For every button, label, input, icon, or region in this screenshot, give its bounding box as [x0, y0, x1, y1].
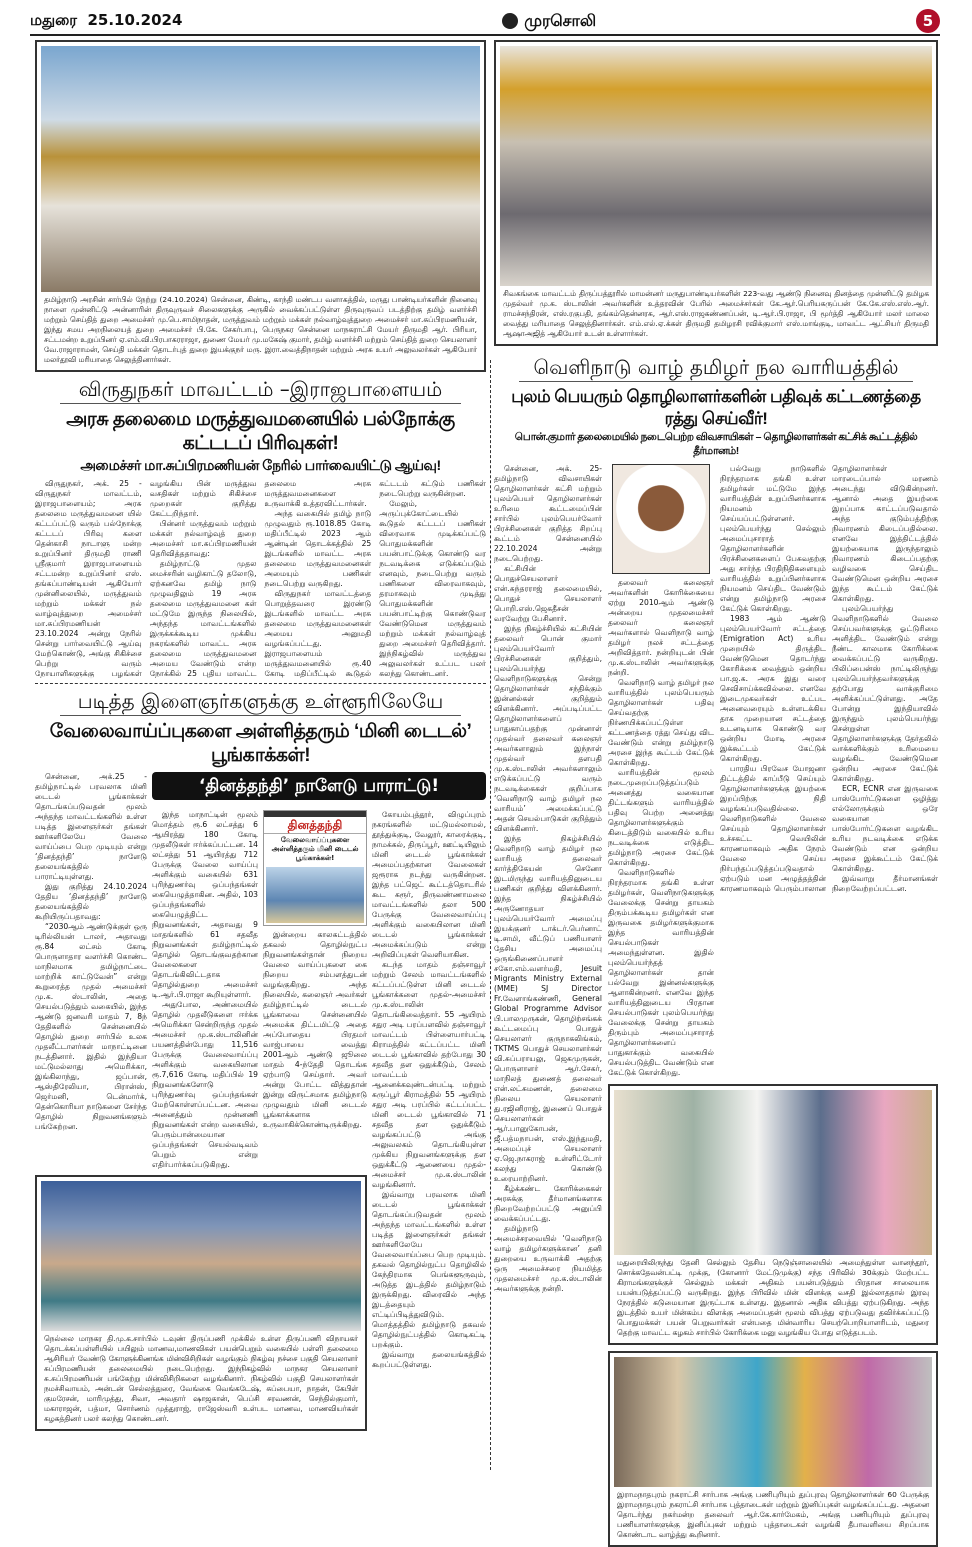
paragraph: வாரியத்தின் மூலம் நடைமுறைப்படுத்தப்படும் அனைத்து வகையான திட்டங்களும் வாரியத்தில் பதிவு பெற்ற அனைத்து தொழிலாளர்களுக்கும் கிடைத்திடும் வகையில் உரிய நடவடிக்கை எடுத்திட தமிழ்நாடு அரசை கேட்டுக் கொள்கிறது. — [608, 768, 714, 867]
right-half — [494, 40, 938, 1547]
photo-caption: தமிழ்நாடு அரசின் சார்பில் நேற்று (24.10.2024) சென்னை, கிண்டி, காந்தி மண்டப வளாகத்தில், மருது பாண்டியர்களின் நினைவு நாளை முன்னிட்டு அன்னாரின் திருவுருவச் சிலைகளுக்கு அருகில் வைக்கப்பட்டுள்ள திருவுருவப் படத்திற்கு தமிழ் வளர்ச்சி மற்றும் செய்தித் துறை அமைச்சர் மு.பெ.சாமிநாதன், மருத்துவம் மற்றும் மக்கள் நல்வாழ்வுத்துறை அமைச்சர் மா.சுப்பிரமணியன், இந்து சமய அறநிலையத் துறை அமைச்சர் பி.கே. சேகர்பாபு, பெருநகர சென்னை மாநகராட்சி மேயர் திருமதி ஆர். பிரியா, சட்டமன்ற உறுப்பினர் ஏ.எம்.வி.பிரபாகரராஜா, துணை மேயர் மு.மகேஷ் குமார், தமிழ் வளர்ச்சி மற்றும் செய்தித் துறை செயலாளர் வே.ராஜாராமன், செய்தி மக்கள் தொடர்புத் துறை இயக்குநர் மரு. இரா.வைத்திநாதன் மற்றும் அரசு உயர் அலுவலர்கள் ஆகியோர் மலர்தூவி மரியாதை செலுத்தினார்கள். — [44, 295, 477, 364]
paragraph: இவ்வாறு தீர்மானங்கள் நிறைவேற்றப்பட்டன. — [832, 874, 938, 893]
paragraph: ECR, ECNR என இருவகை பாஸ்போர்ட்டுகளை ஒழித்து எல்லோருக்கும் ஒரே வகையான பாஸ்போர்ட்டுகளை வழங்கிட உரிய நடவடிக்கை எடுக்க வேண்டும் என ஒன்றிய அரசை இக்கூட்டம் கேட்டுக் கொள்கிறது. — [832, 784, 938, 873]
paragraph: பல்வேறு நாடுகளில் நிரந்தரமாக தங்கி உள்ள தமிழர்கள் மட்டுமே இந்த வாரியத்தின் உறுப்பினர்களாக நியமனம் செய்யப்பட்டுள்ளனர். புலம்பெயர்ந்து செல்லும் அமைப்புசாராத் தொழிலாளர்களின் பிரச்சினைகளைப் பேசுவதற்கு அது சார்ந்த பிரதிநிதிகளையும் வாரியத்தில் உறுப்பினர்களாக நியமனம் செய்திட வேண்டும் என்று தமிழ்நாடு அரசை கேட்டுக் கொள்கிறது. — [720, 464, 826, 613]
paragraph: சென்னை, அக்.25 - தமிழ்நாட்டில் பரவலாக மினி டைடல் பூங்காக்கள் தொடங்கப்படுவதன் மூலம் அந்தந்த மாவட்டங்களில் உள்ள படித்த இளைஞர்கள் தங்கள் ஊர்களிலேயே வேலை வாய்ப்பை பெற முடியும் என்று ‘தினத்தந்தி’ நாளேடு தலையங்கத்தில் பாராட்டியுள்ளது. — [35, 772, 147, 881]
photo-marudhu-tribute-sivaganga — [500, 46, 932, 286]
paragraph: “2030ஆம் ஆண்டுக்குள் ஒரு டிரில்லியன் டாலர், அதாவது ரூ.84 லட்சம் கோடி பொருளாதார வளர்ச்சி கொண்ட மாநிலமாக தமிழ்நாட்டை மாற்றிக் காட்டுவேன்” என்று கூறுரைத்த முதல் அமைச்சர் மு.க. ஸ்டாலின், அதை செயல்படுத்தும் வகையில், இந்த ஆண்டு ஜனவரி மாதம் 7, 8ந் தேதிகளில் சென்னையில் தொழில் துறை சார்பில் உலக முதலீட்டாளர்கள் மாநாட்டினை நடத்தினார். இதில் இந்தியா மட்டுமல்லாது அமெரிக்கா, இங்கிலாந்து, ஜப்பான், ஆஸ்திரேலியா, பிரான்ஸ், ஜெர்மனி, டென்மார்க், தென்கொரியா நாடுகளை சேர்ந்த தொழில் நிறுவனங்களும் பங்கேற்றன. — [35, 922, 147, 1131]
article3-subhead: பொன்.குமார் தலைமையில் நடைபெற்ற விவசாயிகள் – தொழிலாளர்கள் கட்சிக் கூட்டத்தில் தீர்மானம்! — [514, 431, 918, 457]
paragraph: கீழ்க்கண்ட கோரிக்கைகள் அரசுக்கு தீர்மானங்களாக நிறைவேற்றப்பட்டு அனுப்பி வைக்கப்பட்டது. — [494, 1184, 602, 1223]
photo-box-marudhu-sivaganga — [494, 40, 938, 346]
paragraph: தமிழ்நாடு அமைச்சரவையில் ‘வெளிநாடு வாழ் தமிழர்களுக்கான’ தனி துறையை உருவாக்கி அதற்கு ஒரு அமைச்சரை நியமித்த முதலமைச்சர் மு.க.ஸ்டாலின் அவர்களுக்கு நன்றி. — [494, 1224, 602, 1293]
page-header — [30, 8, 940, 36]
paragraph: இந்த நிகழ்ச்சியில் வெளிநாடு வாழ் தமிழர் நல வாரியத் தலைவர் கார்த்திகேயன் செனோ இடமிருந்து வாரியத்தினுடைய பணிகள் குறித்து விளக்கினார். இந்த நிகழ்ச்சியில் அருணோதயா புலம்பெயர்வோர் அமைப்பு இயக்குனர் டாக்டர்.பெர்னாட் டி.சாமி, வீட்டுப் பணியாளர் தேசிய அமைப்பு ஒருங்கிணைப்பாளர் சகோ.எம்.வளர்மதி, Jesuit Migrants Ministry External (MME) SJ Director Fr.வேளாங்கண்ணி, General Global Programme Advisor பி.பாலமுருகன், தொழிற்சங்கக் கூட்டமைப்பு பொதுச் செயலாளர் குருநாகலிங்கம், TKTMS பொதுச் செயலாளர்கள் வி.சுப்பராயலு, ஜெகமுருகன், பொருளாளர் ஆர்.சேகர், மாநிலத் துணைத் தலைவர் என்.லட்சுமணன், தலைமை நிலைய செயலாளர் து.ரஜினிராஜ், இணைப் பொதுச் செயலாளர்கள் ஆர்.பானுகோபன், ஜீ.பத்மநாபன், எஸ்.இந்துமதி, அமைப்புச் செயலாளர் ஏ.ஜெ.நாகராஜ் உள்ளிட்டோர் கலந்து கொண்டு உரையாற்றினர். — [494, 834, 602, 1183]
paragraph: அதுபோல, அண்மையில் தொழில் முதலீடுகளை ஈர்க்க அமெரிக்கா சென்றிருந்த முதல் அமைச்சர் மு.க.ஸ்டாலினின் பயணத்தின்போது 11,516 பேருக்கு வேலைவாய்ப்பு அளிக்கும் வகையிலான ரூ.7,616 கோடி மதிப்பில் 19 நிறுவனங்களோடு புரிந்துணர்வு ஒப்பந்தங்கள் மேற்கொள்ளப்பட்டன. அவை அனைத்தும் முன்னணி நிறுவனங்கள் என்ற வகையில், பெரும்பான்மையான ஒப்பந்தங்கள் செயல்வடிவம் பெறும் என்று எதிர்பார்க்கப்படுகிறது. — [152, 1000, 258, 1169]
paragraph: வெளிநாடு வாழ் தமிழர் நல வாரியத்தில் புலம்பெயரும் தொழிலாளர்கள் பதிவு செய்வதற்கு நிர்ணயிக்கப்பட்டுள்ள கட்டணத்தை ரத்து செய்து விட வேண்டும் என்று தமிழ்நாடு அரசை இந்த கூட்டம் கேட்டுக் கொள்கிறது. — [608, 678, 714, 767]
photo-nellai-school-event — [41, 1181, 361, 1331]
article3-headline: புலம் பெயரும் தொழிலாளர்களின் பதிவுக் கட்டணத்தை ரத்து செய்வீர்! — [511, 387, 921, 428]
photo-caption: மதுரையிலிருந்து தேனி செல்லும் தேசிய நெடுஞ்சாலையில் அமைந்துள்ள வானந்தூர், சொக்கதேவன்பட்டி முக்கு, (கோனார் மேட்டுமுக்கு) சந்த பிரிவில் 30க்கும் மேற்பட்ட கிராமங்களுக்குச் செல்லும் மக்கள் அதிகம் பயன்படுத்தும் பிரதான சாலையாக பயன்படுத்தப்பட்டு வருகிறது. இந்த பிரிவில் மின் விளக்கு வசதி இல்லாததால் இரவு நேரத்தில் கடுமையான இருட்டாக உள்ளது. இதனால் அதிக விபத்து ஏற்படுகிறது. அந்த இடத்தில் உயர் மின்கம்ப விளக்கு அமைப்பதன் மூலம் விபத்து ஏற்படுவது தவிர்க்கப்பட்டு பொதுமக்கள் பயன் பெறுவார்கள் என்பதை மின்வாரிய செயற்பொறியாளரிடம், மதுரை தெற்கு மாவட்ட கழகம் சார்பில் கோரிக்கை மனு வழங்கிய போது எடுத்தபடம். — [617, 1258, 929, 1337]
clipping-masthead: தினத்தந்தி — [287, 818, 343, 832]
article1-body — [35, 479, 486, 679]
article1-headline: அரசு தலைமை மருத்துவமனையில் பல்நோக்கு கட்டடப் பிரிவுகள்! — [66, 409, 455, 454]
paragraph: இந்த நிகழ்ச்சியில் கட்சியின் தலைவர் பொன் குமார் புலம்பெயர்வோர் பிரச்சினைகள் குறித்தும், புலம்பெயர்ந்து வெளிநாடுகளுக்கு சென்று தொழிலாளர்கள் சந்திக்கும் இன்னல்கள் குறித்தும் விளக்கினார். அப்படிப்பட்ட தொழிலாளர்களைப் பாதுகாப்பதற்கு முன்னாள் முதல்வர் தலைவர் கலைஞர் அவர்களாலும் இந்நாள் முதல்வர் தளபதி மு.க.ஸ்டாலின் அவர்களாலும் எடுக்கப்பட்டு வரும் நடவடிக்கைகள் குறிப்பாக ‘வெளிநாடு வாழ் தமிழர் நல வாரியம்’ அமைக்கப்பட்டு அதன் செயல்பாடுகள் குறித்தும் விளக்கினார். — [494, 624, 602, 833]
paragraph: கடந்த மாதம் தஞ்சாவூர் மற்றும் சேலம் மாவட்டங்களில் கட்டப்பட்டுள்ள மினி டைடல் பூங்காக்களை முதல்-அமைச்சர் மு.க.ஸ்டாலின் தொடங்கிவைத்தார். 55 ஆயிரம் சதுர அடி பரப்பளவில் தஞ்சாவூர் மாவட்டம் பிள்ளையார்பட்டி கிராமத்தில் கட்டப்பட்ட மினி டைடல் பூங்காவில் தற்போது 30 சதவீத தள ஒதுக்கீடும், சேலம் மாவட்டம் ஆனைக்கவுண்டன்பட்டி மற்றும் கருப்பூர் கிராமத்தில் 55 ஆயிரம் சதுர அடி பரப்பில் கட்டப்பட்ட மினி டைடல் பூங்காவில் 71 சதவீத தள ஒதுக்கீடும் வழங்கப்பட்டு அங்கு அலுவலகம் தொடங்கியுள்ள முக்கிய நிறுவனங்களுக்கு தள ஒதுக்கீட்டு ஆணையை முதல்-அமைச்சர் மு.க.ஸ்டாலின் வழங்கினார். — [372, 960, 486, 1189]
photo-box-nellai-school — [35, 1175, 367, 1431]
paragraph: பின்னர் மருத்துவம் மற்றும் மக்கள் நல்வாழ்வுத் துறை அமைச்சர் மா.சுப்பிரமணியன் தெரிவித்ததாவது: — [149, 519, 257, 558]
article2-body-col2 — [152, 810, 258, 1170]
photo-marudhu-tribute-chennai — [41, 46, 480, 292]
photo-pon-kumar-portrait — [612, 464, 710, 574]
page-number: 5 — [916, 9, 940, 33]
section-divider — [35, 683, 486, 684]
photo-caption: நெல்லை மாநகர தி.மு.க.சார்பில் டவுண் திருப்பணி முக்கில் உள்ள திருப்பணி விநாயகர் தொடக்கப்பள்ளியில் பயிலும் மாணவ,மாணவிகள் பயன்பெறும் வகையில் பள்ளி தலைமை ஆசிரியர் வேண்டு கோளுக்கிணங்க மின்விசிறிகள் வழங்கும் நிகழ்வு நச்சை பகுதி செயலாளர் சுப்பிரமணியன் தலைமையில் நடைபெற்றது. இந்நிகழ்வில் மாநகர செயலாளர் சு.சுப்பிரமணியன் பங்கேற்று மின்விசிறிகளை வழங்கினார். நிகழ்வில் பகுதி செயலாளர்கள் நமச்சிவாயம், அன்டன் செல்லத்துரை, வேங்கை வெங்கடேஷ், சுப்பையா, நாதன், கேபிள் குமரேசன், மாரிமுத்து, சிவா, அவதார் ஷாஜகான், பெப்சி சரவணன், செந்தில்குமார், மகாராஜன், பத்மா, சொர்ணம் முத்துராஜ், ராஜேஸ்வரி உள்பட மாணவ, மாணவியர்கள் கழகத்தினர் பலர் கலந்து கொண்டனர். — [44, 1334, 358, 1423]
edition-dateline — [30, 11, 182, 31]
paragraph: தலைவர் கலைஞர் அவர்களின் கோரிக்கையை ஏற்று 2010ஆம் ஆண்டு அன்றைய முதலமைச்சர் தலைவர் கலைஞர் அவர்களால் வெளிநாடு வாழ் தமிழர் நலச் சட்டத்தை அறிவித்தார். நன்றியுடன் பின் மு.க.ஸ்டாலின் அவர்களுக்கு நன்றி. — [608, 578, 714, 677]
paragraph: 1983 ஆம் ஆண்டு புலம்பெயர்வோர் சட்டத்தை (Emigration Act) உரிய முறையில் திருத்திட வேண்டுமென தொடர்ந்து கோரிக்கை வைத்தும் ஒன்றிய பா.ஜ.க. அரசு இது வரை செவிசாய்க்கவில்லை. எனவே இடைமுகவர்கள் உட்பட அனைவரையும் உள்ளடக்கிய தாக முறையான சட்டத்தை உடனடியாக கொண்டு வர ஒன்றிய மோடி அரசை இக்கூட்டம் கேட்டுக் கொள்கிறது. — [720, 614, 826, 763]
left-half — [35, 40, 486, 1431]
article3-body-col1 — [494, 464, 602, 1547]
article1-kicker: விருதுநகர் மாவட்டம் –இராஜபாளையம் — [60, 376, 461, 404]
article2-headline: வேலைவாய்ப்புகளை அள்ளித்தரும் ‘மினி டைடல்’ பூங்காக்கள்! — [49, 721, 472, 766]
article1-subhead: அமைச்சர் மா.சுப்பிரமணியன் நேரில் பார்வையிட்டு ஆய்வு! — [80, 457, 441, 473]
article2-col3 — [263, 810, 367, 1170]
article2-banner: ‘தினத்தந்தி’ நாளேடு பாராட்டு! — [152, 772, 486, 800]
paragraph: விருதுநகர், அக். 25 - விருதுநகர் மாவட்டம், இராஜபாளையம்; அரசு தலைமை மருத்துவமனை யில் கட்டப்பட்டு வரும் பல்நோக்கு கட்டடப் பிரிவு களை தென்காசி நாடாளு மன்ற உறுப்பினர் திருமதி ராணி ஸ்ரீகுமார் இராஜபாளையம் சட்டமன்ற உறுப்பினர் எஸ். தங்கப்பாண்டியன் ஆகியோர் முன்னிலையில், மருத்துவம் மற்றும் மக்கள் நல் வாழ்வுத்துறை அமைச்சர் மா.சுப்பிரமணியன் 23.10.2024 அன்று நேரில் சென்று பார்வையிட்டு ஆய்வு மேற்கொண்டு, அங்கு சிகிச்சை பெற்று வரும் நோயாளிகளுக்கு பழங்கள் வழங்கிய பின் மருத்துவ வசதிகள் மற்றும் சிகிச்சை முறைகள் குறித்து கேட்டறிந்தார். — [35, 479, 257, 678]
edition-city: மதுரை — [30, 11, 78, 29]
paragraph: வெளிநாடுகளில் நிரந்தரமாக தங்கி உள்ள தமிழர்கள், வெளிநாடுகளுக்கு வேலைக்கு சென்று தாயகம் திரும்பக்கூடிய தமிழர்கள் என இருவகை தமிழர்களுக்குமாக இந்த வாரியத்தின் செயல்பாடுகள் அமைந்துள்ளன. இதில் புலம்பெயர்ந்தத் தொழிலாளர்கள் தான் பல்வேறு இன்னல்களுக்கு ஆளாகின்றனர். எனவே இந்த வாரியத்தினுடைய பிரதான செயல்பாடுகள் புலம்பெயர்ந்து வேலைக்கு சென்று தாயகம் திரும்பும் அமைப்புசாராத் தொழிலாளர்களைப் பாதுகாக்கும் வகையில் செயல்படுத்திட வேண்டும் என கேட்டுக் கொள்கிறது. — [608, 868, 714, 1077]
masthead-logo — [502, 11, 596, 32]
article3-body-col2 — [608, 578, 714, 1078]
article2-columns — [35, 772, 486, 1431]
paragraph: விருதுநகர் மாவட்டத்தை பொறுத்தவரை இரண்டு இடங்களில் மாவட்ட அரசு தலைமை மருத்துவமனைகள் அமைய அனுமதி வழங்கப்பட்டது. இராஜபாளையம் மருத்துவமனையில் ரூ.40 கோடி மதிப்பீட்டில் கூடுதல் கட்டடம் கட்டும் பணிகள் நடைபெற்று வருகின்றன. — [264, 479, 486, 678]
article2-body-col4 — [372, 810, 486, 1431]
paragraph: பாரதிய பிரவேச யோஜனா திட்டத்தில் காப்பீடு செய்யும் தொழிலாளர்களுக்கு இயற்கை இறப்பிற்கு நிதி வழங்கப்படுவதில்லை. வெளிநாடுகளில் வேலை செய்யும் தொழிலாளர்கள் உச்சகட்ட வெயிலின் காரணமாகவும் அதிக நேரம் வேலை செய்ய நிர்பந்தப்படுத்தப்படுவதால் ஏற்படும் மன அழுத்தத்தின் காரணமாகவும் பெரும்பாலான தொழிலாளர்கள் மாரடைப்பால் மரணம் அடைந்து விடுகின்றனர். ஆனால் அதை இயற்கை இறப்பாக காட்டப்படுவதால் அந்த குடும்பத்திற்கு நிவாரணம் கிடைப்பதில்லை. எனவே இத்திட்டத்தில் இயற்கையாக இருந்தாலும் நிவாரணம் கிடைப்பதற்கு வழிவகை செய்திட வேண்டுமென ஒன்றிய அரசை இந்த கூட்டம் கேட்டுக் கொள்கிறது. — [720, 464, 938, 893]
paragraph: கட்சியின் பொதுச்செயலாளர் என்.சுந்தரராஜ் தலைமையில், பொதுச் செயலாளர் பொறி.எஸ்.ஜெகதீசன் வரவேற்று பேசினார். — [494, 564, 602, 623]
paragraph: சென்னை, அக். 25- தமிழ்நாடு விவசாயிகள் தொழிலாளர்கள் கட்சி மற்றும் புலம்பெயர் தொழிலாளர்கள் உரிமை கூட்டமைப்பின் சார்பில் புலம்பெயர்வோர் பிரச்சினைகள் குறித்த சிறப்பு கூட்டம் சென்னையில் 22.10.2024 அன்று நடைபெற்றது. — [494, 464, 602, 563]
article3-kicker: வெளிநாடு வாழ் தமிழர் நல வாரியத்தில் — [519, 354, 913, 382]
paragraph: அந்த வகையில் தமிழ் நாடு முழுவதும் ரூ.1018.85 கோடி மதிப்பீட்டில் 2023 ஆம் ஆண்டின் தொடக்கத்தில் 25 இடங்களில் மாவட்ட அரசு தலைமை மருத்துவமனைகள் அமையும் பணிகள் நடைபெற்று வருகிறது. — [264, 509, 372, 588]
article2-body-col1 — [35, 772, 147, 1170]
photo-box-madurai-petition — [608, 1084, 938, 1345]
article2-body-col3 — [263, 930, 367, 1130]
paragraph: புலம்பெயர்ந்து வெளிநாடுகளில் வேலை செய்பவர்களுக்கு ஓட்டுரிமை அளித்திட வேண்டும் என்று நீண்ட காலமாக கோரிக்கை வைக்கப்பட்டு வருகிறது. பிலிப்பைன்ஸ் நாட்டிலிருந்து புலம்பெயர்ந்தவர்களுக்கு தற்போது வாக்குரிமை அளிக்கப்பட்டுள்ளது. அதே போன்று இந்தியாவில் இருந்தும் புலம்பெயர்ந்து சென்றுள்ள தொழிலாளர்களுக்கு தேர்தலில் வாக்களிக்கும் உரிமையை வழங்கிட வேண்டுமென ஒன்றிய அரசை கேட்டுக் கொள்கிறது. — [832, 604, 938, 783]
photo-box-marudhu-chennai — [35, 40, 486, 372]
clipping-headline: வேலைவாய்ப்புகளை அள்ளித்தரும் மினி டைடல் பூங்காக்கள்! — [264, 833, 366, 865]
edition-date: 25.10.2024 — [87, 11, 183, 29]
column-divider — [490, 360, 491, 1470]
dinathanthi-clipping — [263, 810, 367, 926]
article3-body-col3-4 — [720, 464, 938, 1078]
clipping-photo — [266, 867, 364, 923]
paragraph: தமிழ்நாட்டு முதல மைச்சரின் வழிகாட்டு தலோடு, ஏற்கனவே தமிழ் நாடு முழுவதிலும் 19 அரசு தலைமை மருத்துவமனை கள் மட்டுமே இருந்த நிலையில், அந்தந்த மாவட்டங்களில் இருக்கக்கூடிய முக்கிய நகரங்களில் மாவட்ட அரசு தலைமை மருத்துவமனை அமைய வேண்டும் என்ற நோக்கில் 25 புதிய மாவட்ட தலைமை அரசு மருத்துவமனைகளை உருவாக்கி உத்தரவிட்டார்கள். — [149, 479, 372, 678]
photo-box-ramanathapuram — [608, 1351, 938, 1547]
photo-caption: இராமநாதபுரம் நகராட்சி சார்பாக அங்கு பணிபுரியும் துப்புரவு தொழிலாளர்கள் 60 பேருக்கு இராமநாதபுரம் நகராட்சி சார்பாக புத்தாடைகள் மற்றும் இனிப்புகள் வழங்கப்பட்டது. அதனை தொடர்ந்து நகர்மன்ற தலைவர் ஆர்.கே.கார்மேகம், அங்கு பணிபுரியும் துப்புரவு பணியாளர்களுக்கு இனிப்புகள் மற்றும் புத்தாடைகள் வழங்கி தீபாவளியை சிறப்பாக கொண்டாட வாழ்த்து கூறினார். — [617, 1490, 929, 1539]
paper-name: முரசொலி — [524, 10, 597, 30]
paragraph: இந்த மாநாட்டின் மூலம் மொத்தம் ரூ.6 லட்சத்து 6 ஆயிரத்து 180 கோடி முதலீடுகள் ஈர்க்கப்பட்டன. 14 லட்சத்து 51 ஆயிரத்து 712 பேருக்கு வேலை வாய்ப்பு அளிக்கும் வகையில் 631 புரிந்துணர்வு ஒப்பந்தங்கள் கையெழுத்தாகின. அதில், 103 ஒப்பந்தங்களில் கையெழுத்திட்ட நிறுவனங்கள், அதாவது 9 மாதங்களில் 61 சதவீத நிறுவனங்கள் தமிழ்நாட்டில் தொழில் தொடங்குவதற்கான வேலைகளை தொடங்கிவிட்டதாக தொழில்துறை அமைச்சர் டி.ஆர்.பி.ராஜா கூறியுள்ளார். — [152, 810, 258, 999]
photo-caption: சிவகங்கை மாவட்டம் திருப்பத்தூரில் மாமன்னர் மருதுபாண்டியர்களின் 223-வது ஆண்டு நினைவு தினத்தை முன்னிட்டு தமிழக முதல்வர் மு.க. ஸ்டாலின் அவர்களின் உத்தரவின் பேரில் அமைச்சர்கள் கே.ஆர்.பெரியகருப்பன் கே.கே.எஸ்.எஸ்.ஆர். ராமச்சந்திரன், எஸ்.ரகுபதி, தங்கம்தென்னரசு, ஆர்.எஸ்.ராஜகண்ணப்பன், டி.ஆர்.பி.ராஜா, பி மூர்த்தி ஆகியோர் மலர் மாலை வைத்து மரியாதை செலுத்தினார்கள். எம்.எல்.ஏ.க்கள் திருமதி தமிழரசி ரவிக்குமார் எஸ்.மாங்குடி, மாவட்ட ஆட்சியர் திருமதி ஆஷாஅஜித் ஆகியோர் உடன் உள்ளார்கள். — [503, 289, 929, 338]
paragraph: இன்றைய காலகட்டத்தில் தகவல் தொழில்நுட்ப நிறுவனங்கள்தான் நிறைய வேலை வாய்ப்புகளை கை நிறைய சம்பளத்துடன் வழங்குகிறது. அந்த நிலையில், கலைஞர் அவர்கள் தமிழ்நாட்டில் டைடல் பூங்காவை சென்னையில் அமைக்க திட்டமிட்டு அதை அப்போதைய பிரதமர் வாஜ்பாயை வைத்து 2001ஆம் ஆண்டு ஜூலை மாதம் 4-ந்தேதி தொடங்க ஏற்பாடு செய்தார். அவர் அன்று போட்ட வித்துதான் இன்று விருட்சமாக தமிழ்நாடு முழுவதும் மினி டைடல் பூங்காக்களாக உருவாகிக்கொண்டிருக்கிறது. — [263, 930, 367, 1129]
paragraph: இவ்வாறு பரவலாக மினி டைடல் பூங்காக்கள் தொடங்கப்படுவதன் மூலம் அந்தந்த மாவட்டங்களில் உள்ள படித்த இளைஞர்கள் தங்கள் ஊர்களிலேயே வேலைவாய்ப்பை பெற முடியும். தகவல் தொழில்நுட்ப தொழிலில் கேந்திரமாக பெங்களூருவும், அடுத்த இடத்தில் தமிழ்நாடும் இருக்கிறது. விரைவில் அந்த இடத்தையும் எட்டிப்பிடித்துவிடும். மொத்தத்தில் தமிழ்நாடு தகவல் தொழில்நுட்பத்தில் கொடிகட்டி பறக்கும். — [372, 1190, 486, 1349]
photo-ramanathapuram-sanitation-workers — [614, 1357, 932, 1487]
logo-emblem-icon — [502, 13, 518, 29]
paragraph: கோயம்புத்தூர், விழுப்புரம் நகரங்களில் மட்டுமல்லாமல், தூத்துக்குடி, வேலூர், காரைக்குடி, நாமக்கல், திருப்பூர், ஊட்டியிலும் மினி டைடல் பூங்காக்கள் அமைப்பதற்கான வேலைகள் ஜரூராக நடந்து வருகின்றன. இந்த பட்ஜெட் கூட்டத்தொடரில் கூட கரூர், திருவண்ணாமலை மாவட்டங்களில் தலா 500 பேருக்கு வேலைவாய்ப்பு அளிக்கும் வகையிலான மினி டைடல் பூங்காக்கள் அமைக்கப்படும் என்று அறிவிப்புகள் வெளியாகின. — [372, 810, 486, 959]
photo-madurai-petition — [614, 1090, 932, 1255]
paragraph: இவ்வாறு தலையங்கத்தில் கூறப்பட்டுள்ளது. — [372, 1350, 486, 1369]
paragraph: இது குறித்து 24.10.2024 தேதிய ‘தினத்தந்தி’ நாளேடு தலையங்கத்தில் கூறியிருப்பதாவது: — [35, 882, 147, 921]
article3-col2 — [608, 464, 714, 1078]
paragraph: மேலும், அருப்புக்கோட்டையில் கூடுதல் கட்டடப் பணிகள் விரைவாக முடிக்கப்பட்டு பொதுமக்களின் பயன்பாட்டுக்கு கொண்டு வர நடவடிக்கை எடுக்கப்படும் எனவும், நடைபெற்று வரும் பணிகளை விரைவாகவும், தரமாகவும் முடித்து பொதுமக்களின் பயன்பாட்டிற்கு கொண்டுவர வேண்டுமென மருத்துவம் மற்றும் மக்கள் நல்வாழ்வுத் துறை அமைச்சர் தெரிவித்தார். இந்நிகழ்வில் மருத்துவ அலுவலர்கள் உட்பட பலர் கலந்து கொண்டனர். — [379, 499, 486, 678]
article3-columns — [494, 464, 938, 1547]
article2-kicker: படித்த இளைஞர்களுக்கு உள்ளூரிலேயே — [60, 688, 461, 716]
